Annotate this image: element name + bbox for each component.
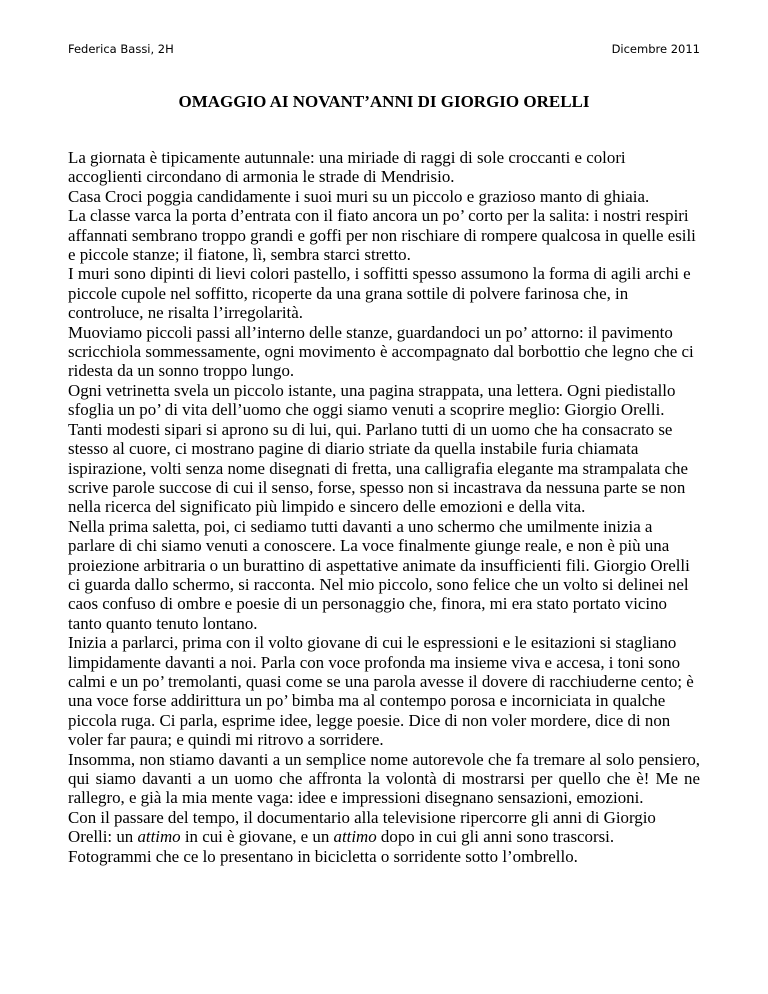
italic-word: attimo (137, 827, 181, 847)
paragraph: La giornata è tipicamente autunnale: una miriade di raggi di sole croccanti e colori accoglienti circondano di armonia le strade di Mendrisio. (68, 148, 626, 187)
paragraph: La classe varca la porta d’entrata con il fiato ancora un po’ corto per la salita: i nostri respiri affannati sembrano troppo grandi e goffi per non rischiare di rompere qualcosa in quelle esili e piccole stanze; il fiatone, lì, sembra starci stretto. (68, 206, 696, 265)
paragraph: Muoviamo piccoli passi all’interno delle stanze, guardandoci un po’ attorno: il pavimento scricchiola sommessamente, ogni movimento è accompagnato dal borbottio che legno che ci ridesta da un sonno troppo lungo. (68, 322, 694, 381)
paragraph: Casa Croci poggia candidamente i suoi muri su un piccolo e grazioso manto di ghiaia. (68, 186, 650, 206)
italic-word: attimo (333, 827, 377, 847)
text-run: in cui è giovane, e un (180, 827, 334, 847)
paragraph-last (68, 808, 700, 866)
paragraph: Tanti modesti sipari si aprono su di lui, qui. Parlano tutti di un uomo che ha consacrato se stesso al cuore, ci mostrano pagine di diario striate da quella instabile furia chiamata ispirazione, volti senza nome disegnati di fretta, una calligrafia elegante ma strampalata che scrive parole succose di cui il senso, forse, spesso non si incastrava da nessuna parte se non nella ricerca del significato più limpido e sincero delle emozioni e della vita. (68, 419, 688, 517)
document-body (68, 148, 700, 866)
text-run: dopo in cui gli anni sono trascorsi. Fotogrammi che ce lo presentano in bicicletta o sorridente sotto l’ombrello. (68, 827, 615, 866)
header-date: Dicembre 2011 (611, 42, 700, 56)
paragraph: Nella prima saletta, poi, ci sediamo tutti davanti a uno schermo che umilmente inizia a parlare di chi siamo venuti a conoscere. La voce finalmente giunge reale, e non è più una proiezione arbitraria o un burattino di aspettative animate da insufficienti fili. Giorgio Orelli ci guarda dallo schermo, si racconta. Nel mio piccolo, sono felice che un volto si delinei nel caos confuso di ombre e poesie di un personaggio che, finora, mi era stato portato vicino tanto quanto tenuto lontano. (68, 516, 690, 633)
header-author: Federica Bassi, 2H (68, 42, 174, 56)
page-header (68, 42, 700, 56)
text-run: Con il passare del tempo, il documentario alla televisione ripercorre gli anni di Giorgio Orelli: un (68, 807, 656, 847)
paragraph: Inizia a parlarci, prima con il volto giovane di cui le espressioni e le esitazioni si stagliano limpidamente davanti a noi. Parla con voce profonda ma insieme viva e accesa, i toni sono calmi e un po’ tremolanti, quasi come se una parola avesse il dovere di racchiuderne cento; è una voce forse addirittura un po’ bimba ma al contempo porosa e incorniciata in qualche piccola ruga. Ci parla, esprime idee, legge poesie. Dice di non voler mordere, dice di non voler far paura; e quindi mi ritrovo a sorridere. (68, 633, 694, 750)
paragraph: I muri sono dipinti di lievi colori pastello, i soffitti spesso assumono la forma di agili archi e piccole cupole nel soffitto, ricoperte da una grana sottile di polvere farinosa che, in controluce, ne risalta l’irregolarità. (68, 264, 691, 323)
paragraph: Ogni vetrinetta svela un piccolo istante, una pagina strappata, una lettera. Ogni piedistallo sfoglia un po’ di vita dell’uomo che oggi siamo venuti a scoprire meglio: Giorgio Orelli. (68, 380, 676, 420)
paragraph: Insomma, non stiamo davanti a un semplice nome autorevole che fa tremare al solo pensiero, qui siamo davanti a un uomo che affronta la volontà di mostrarsi per quello che è! Me ne rallegro, e già la mia mente vaga: idee e impressioni disegnano sensazioni, emozioni. (68, 749, 700, 808)
document-title: OMAGGIO AI NOVANT’ANNI DI GIORGIO ORELLI (178, 92, 590, 111)
